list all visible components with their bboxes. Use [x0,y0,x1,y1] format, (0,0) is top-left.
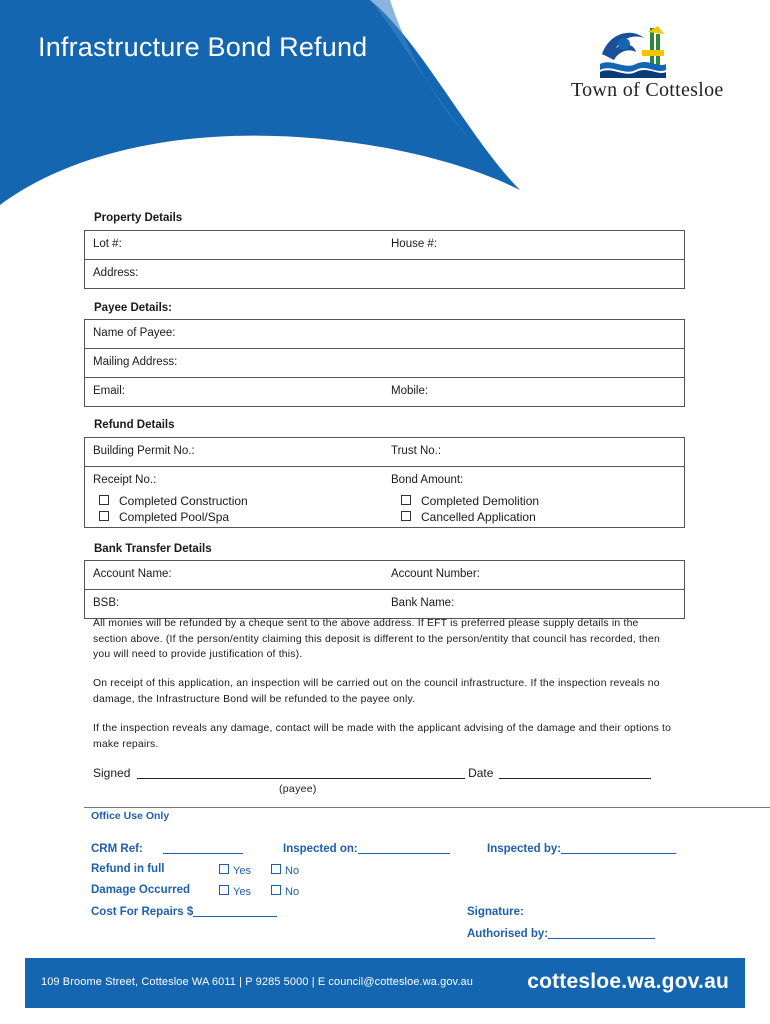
office-divider [84,807,770,808]
checkbox-icon [219,885,229,895]
checkbox-icon [271,885,281,895]
house-field[interactable]: House #: [391,238,438,250]
payee-name-row [85,320,684,349]
checkbox-icon [401,511,411,521]
bank-name-field[interactable]: Bank Name: [391,597,455,609]
bond-amount-field[interactable]: Bond Amount: [391,474,464,486]
receipt-options-area [85,467,684,528]
date-label: Date [468,766,494,780]
damage-yes-checkbox[interactable]: Yes [219,885,251,898]
bsb-field[interactable]: BSB: [93,597,120,609]
mailing-address-row [85,349,684,378]
refund-details-box [84,437,685,528]
checkbox-icon [401,495,411,505]
inspection-note-paragraph: On receipt of this application, an inspection will be carried out on the council infrastructure. If the inspection reveals no damage, the Infrastructure Bond will be refunded to the payee only. [93,678,660,705]
mailing-address-field[interactable]: Mailing Address: [93,356,178,368]
checkbox-icon [219,864,229,874]
receipt-field[interactable]: Receipt No.: [93,474,157,486]
signature-label: Signature: [467,906,524,918]
payee-details-box [84,319,685,407]
account-name-field[interactable]: Account Name: [93,568,172,580]
footer-bar [25,958,745,1008]
completed-construction-checkbox[interactable]: Completed Construction [99,494,248,508]
account-row [85,561,684,590]
bank-transfer-box [84,560,685,619]
inspected-on-field[interactable]: Inspected on: [283,843,450,855]
lot-field[interactable]: Lot #: [93,238,122,250]
permit-trust-row [85,438,684,467]
lot-house-row [85,231,684,260]
page-title: Infrastructure Bond Refund [38,32,368,62]
logo-wordmark: Town of Cottesloe [571,79,724,101]
checkbox-icon [99,511,109,521]
damage-no-checkbox[interactable]: No [271,885,299,898]
inspected-by-field[interactable]: Inspected by: [487,843,676,855]
cancelled-application-checkbox[interactable]: Cancelled Application [401,510,536,524]
refund-note-paragraph: All monies will be refunded by a cheque sent to the above address. If EFT is preferred please supply details in the section above. (If the person/entity claiming this deposit is different to the person/entity that council has recorded, then you will need to provide justification of this). [93,618,660,660]
account-number-field[interactable]: Account Number: [391,568,480,580]
bsb-bank-row [85,590,684,618]
bank-transfer-heading: Bank Transfer Details [94,543,212,555]
email-field[interactable]: Email: [93,385,125,397]
property-details-heading: Property Details [94,212,183,224]
authorised-by-field[interactable]: Authorised by: [467,928,655,940]
signature-line [93,766,651,780]
email-mobile-row [85,378,684,406]
completed-demolition-checkbox[interactable]: Completed Demolition [401,494,539,508]
refund-details-heading: Refund Details [94,419,175,431]
date-field[interactable] [499,778,651,779]
signature-field[interactable] [137,778,465,779]
payee-caption: (payee) [279,783,317,795]
checkbox-icon [99,495,109,505]
footer-contact: 109 Broome Street, Cottesloe WA 6011 | P 9285 5000 | E council@cottesloe.wa.gov.au [41,976,473,988]
checkbox-icon [271,864,281,874]
refund-full-no-checkbox[interactable]: No [271,864,299,877]
mobile-field[interactable]: Mobile: [391,385,429,397]
refund-full-label: Refund in full [91,863,165,875]
damage-note-paragraph: If the inspection reveals any damage, contact will be made with the applicant advising of the damage and their options to make repairs. [93,723,672,750]
payee-details-heading: Payee Details: [94,302,172,314]
cost-repairs-field[interactable]: Cost For Repairs $ [91,906,277,918]
office-use-heading: Office Use Only [91,810,170,822]
footer-website-link[interactable]: cottesloe.wa.gov.au [527,970,729,993]
completed-pool-spa-checkbox[interactable]: Completed Pool/Spa [99,510,229,524]
address-row [85,260,684,288]
refund-full-yes-checkbox[interactable]: Yes [219,864,251,877]
crm-ref-field[interactable]: CRM Ref: [91,843,243,855]
town-logo-icon [598,24,668,78]
signed-label: Signed [93,766,131,780]
payee-name-field[interactable]: Name of Payee: [93,327,176,339]
address-field[interactable]: Address: [93,267,139,279]
trust-field[interactable]: Trust No.: [391,445,442,457]
damage-occurred-label: Damage Occurred [91,884,191,896]
property-details-box [84,230,685,289]
building-permit-field[interactable]: Building Permit No.: [93,445,195,457]
